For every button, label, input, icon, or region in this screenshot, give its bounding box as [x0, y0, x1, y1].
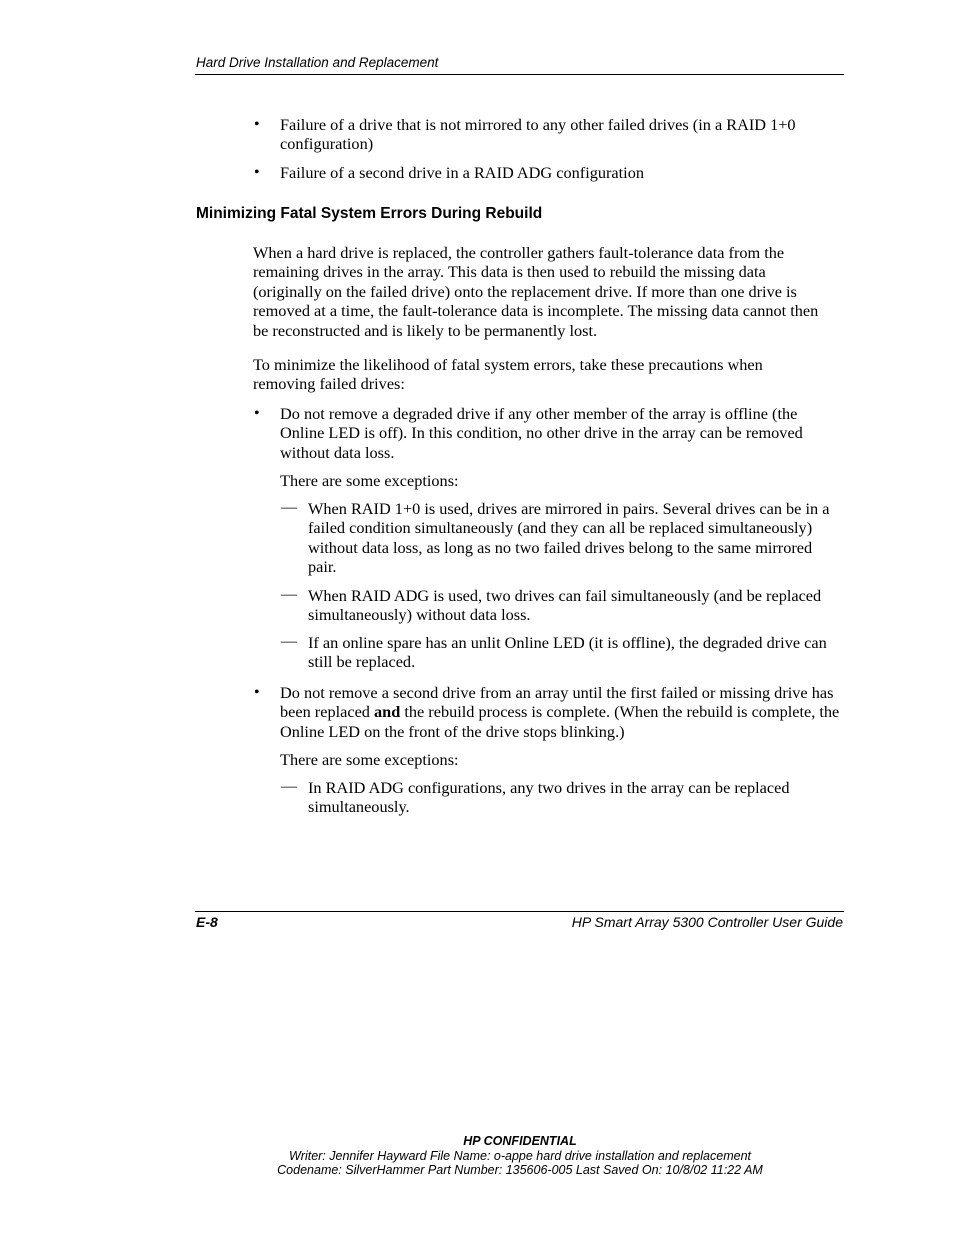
list-item: Failure of a second drive in a RAID ADG configuration — [280, 163, 644, 182]
page-number: E-8 — [196, 914, 218, 930]
confidential-title: HP CONFIDENTIAL — [463, 1134, 577, 1148]
header-rule — [195, 74, 844, 75]
list-item: If an online spare has an unlit Online LED (it is offline), the degraded drive can still be replaced. — [308, 633, 827, 672]
list-item-text: Do not remove a second drive from an array until the first failed or missing drive has been replaced — [280, 683, 834, 722]
bullet-glyph: • — [254, 405, 260, 422]
dash-glyph: — — [281, 778, 297, 795]
bullet-glyph: • — [254, 164, 260, 181]
exceptions-label: There are some exceptions: — [280, 471, 459, 490]
emphasis-and: and — [374, 702, 401, 722]
dash-glyph: — — [281, 586, 297, 603]
dash-glyph: — — [281, 633, 297, 650]
list-item — [280, 683, 845, 741]
bullet-glyph: • — [254, 116, 260, 133]
exceptions-label: There are some exceptions: — [280, 750, 459, 769]
list-item: When RAID 1+0 is used, drives are mirrored in pairs. Several drives can be in a failed condition simultaneously (and they can all be replaced simultaneously) without data loss, as long as no two failed drives belong to the same mirrored pair. — [308, 499, 830, 577]
confidential-line: Codename: SilverHammer Part Number: 135606-005 Last Saved On: 10/8/02 11:22 AM — [277, 1163, 763, 1177]
bullet-glyph: • — [254, 684, 260, 701]
guide-title: HP Smart Array 5300 Controller User Guide — [571, 914, 843, 930]
list-item: In RAID ADG configurations, any two drives in the array can be replaced simultaneously. — [308, 778, 790, 817]
paragraph: When a hard drive is replaced, the controller gathers fault-tolerance data from the remaining drives in the array. This data is then used to rebuild the missing data (originally on the failed drive) onto the replacement drive. If more than one drive is removed at a time, the fault-tolerance data is incomplete. The missing data cannot then be reconstructed and is likely to be permanently lost. — [253, 243, 819, 340]
section-heading: Minimizing Fatal System Errors During Rebuild — [196, 205, 543, 222]
footer-rule — [195, 911, 844, 912]
list-item: Do not remove a degraded drive if any other member of the array is offline (the Online LED is off). In this condition, no other drive in the array can be removed without data loss. — [280, 404, 803, 462]
running-head: Hard Drive Installation and Replacement — [196, 55, 439, 70]
confidential-line: Writer: Jennifer Hayward File Name: o-appe hard drive installation and replacement — [288, 1149, 752, 1163]
dash-glyph: — — [281, 499, 297, 516]
paragraph: To minimize the likelihood of fatal system errors, take these precautions when removing failed drives: — [253, 355, 763, 394]
list-item: Failure of a drive that is not mirrored to any other failed drives (in a RAID 1+0 configuration) — [280, 115, 796, 154]
list-item-text: the rebuild process is complete. (When the rebuild is complete, the Online LED on the front of the drive stops blinking.) — [280, 702, 840, 741]
list-item: When RAID ADG is used, two drives can fail simultaneously (and be replaced simultaneously) without data loss. — [308, 586, 822, 625]
